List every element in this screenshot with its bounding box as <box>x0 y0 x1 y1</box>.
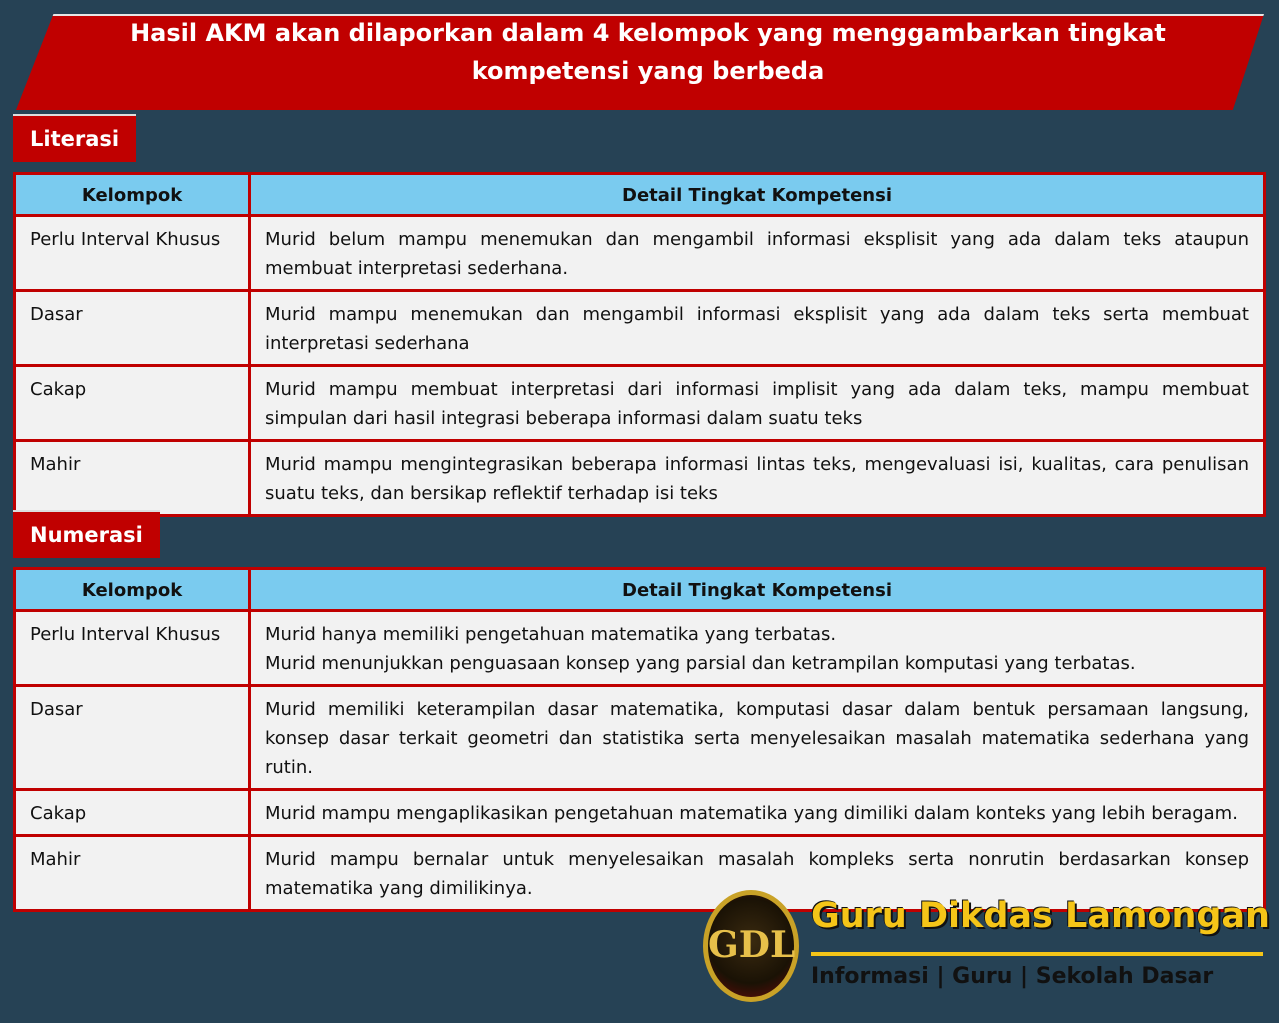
page-title-line-1: Hasil AKM akan dilaporkan dalam 4 kelompok yang menggambarkan tingkat <box>130 19 1166 47</box>
kelompok-cell: Dasar <box>15 686 250 790</box>
kelompok-cell: Mahir <box>15 836 250 911</box>
table-row <box>15 366 1265 441</box>
table-row <box>15 611 1265 686</box>
detail-cell: Murid mampu mengaplikasikan pengetahuan matematika yang dimiliki dalam konteks yang lebih beragam. <box>250 790 1265 836</box>
kelompok-cell: Cakap <box>15 366 250 441</box>
brand-tagline: Informasi | Guru | Sekolah Dasar <box>811 964 1214 989</box>
table-row <box>15 291 1265 366</box>
column-header-detail: Detail Tingkat Kompetensi <box>250 174 1265 216</box>
brand-logo <box>703 888 1278 1013</box>
detail-cell: Murid mampu mengintegrasikan beberapa informasi lintas teks, mengevaluasi isi, kualitas, cara penulisan suatu teks, dan bersikap reflektif terhadap isi teks <box>250 441 1265 516</box>
table-row <box>15 216 1265 291</box>
detail-cell <box>250 611 1265 686</box>
detail-cell: Murid belum mampu menemukan dan mengambil informasi eksplisit yang ada dalam teks ataupun membuat interpretasi sederhana. <box>250 216 1265 291</box>
section-label-literasi: Literasi <box>13 114 136 162</box>
gdl-emblem-icon: GDL <box>703 890 799 1002</box>
kelompok-cell: Perlu Interval Khusus <box>15 216 250 291</box>
detail-cell: Murid mampu membuat interpretasi dari informasi implisit yang ada dalam teks, mampu membuat simpulan dari hasil integrasi beberapa informasi dalam suatu teks <box>250 366 1265 441</box>
detail-cell: Murid mampu menemukan dan mengambil informasi eksplisit yang ada dalam teks serta membuat interpretasi sederhana <box>250 291 1265 366</box>
brand-name: Guru Dikdas Lamongan <box>811 896 1270 936</box>
page-title <box>60 14 1236 90</box>
kelompok-cell: Mahir <box>15 441 250 516</box>
detail-cell: Murid memiliki keterampilan dasar matematika, komputasi dasar dalam bentuk persamaan langsung, konsep dasar terkait geometri dan statistika serta menyelesaikan masalah matematika sederhana yang rutin. <box>250 686 1265 790</box>
numerasi-table <box>13 567 1266 912</box>
table-row <box>15 686 1265 790</box>
column-header-kelompok: Kelompok <box>15 569 250 611</box>
kelompok-cell: Cakap <box>15 790 250 836</box>
table-header-row <box>15 569 1265 611</box>
brand-divider <box>811 952 1263 956</box>
column-header-detail: Detail Tingkat Kompetensi <box>250 569 1265 611</box>
detail-line: Murid hanya memiliki pengetahuan matematika yang terbatas. <box>265 624 837 645</box>
page-title-line-2: kompetensi yang berbeda <box>471 57 825 85</box>
kelompok-cell: Perlu Interval Khusus <box>15 611 250 686</box>
table-row <box>15 441 1265 516</box>
column-header-kelompok: Kelompok <box>15 174 250 216</box>
detail-line: Murid menunjukkan penguasaan konsep yang parsial dan ketrampilan komputasi yang terbatas. <box>265 653 1136 674</box>
kelompok-cell: Dasar <box>15 291 250 366</box>
table-header-row <box>15 174 1265 216</box>
literasi-table <box>13 172 1266 517</box>
section-label-numerasi: Numerasi <box>13 510 160 558</box>
detail-cell: Murid mampu bernalar untuk menyelesaikan masalah kompleks serta nonrutin berdasarkan konsep matematika yang dimilikinya. <box>250 836 1265 911</box>
table-row <box>15 790 1265 836</box>
